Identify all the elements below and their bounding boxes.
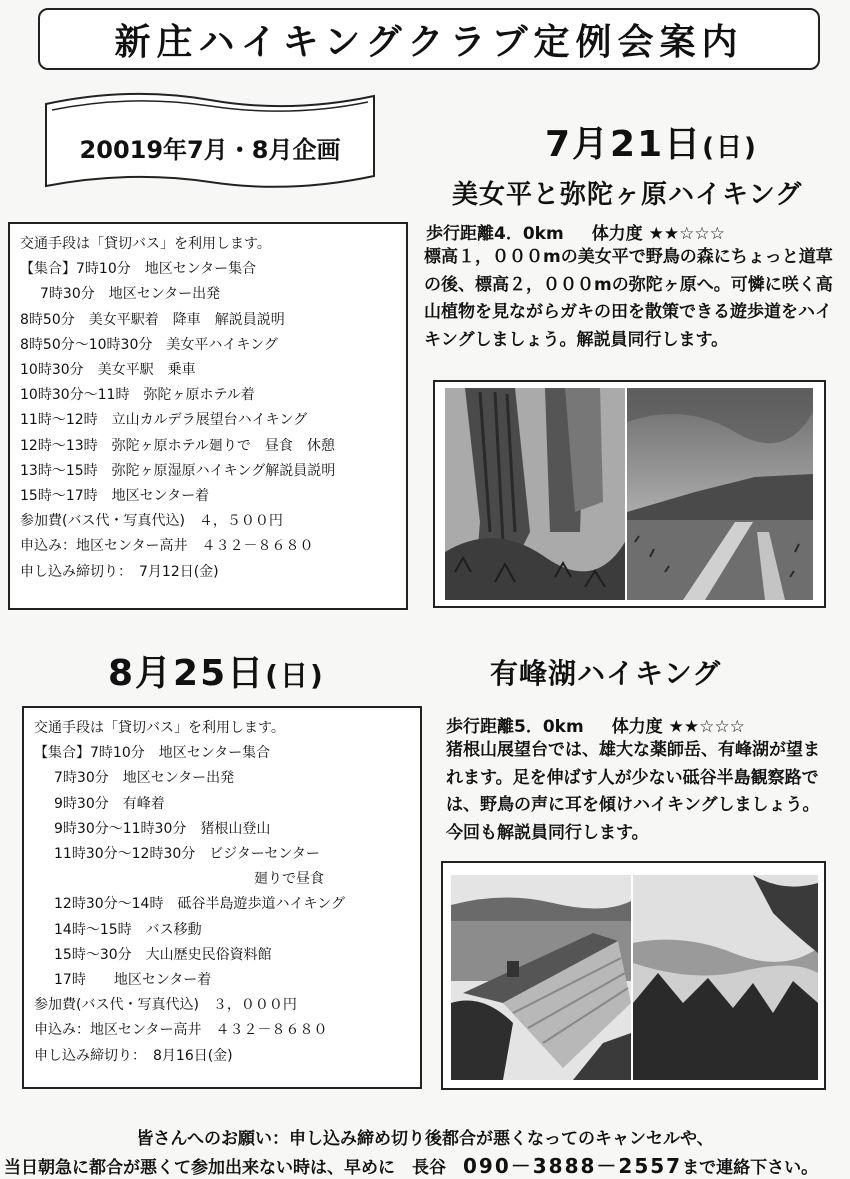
july-hike-title: 美女平と弥陀ヶ原ハイキング xyxy=(452,180,803,210)
lake-photo xyxy=(633,875,818,1080)
contact-line: 申込み：地区センター高井 ４３２－８６８０ xyxy=(20,538,314,555)
schedule-line: 9時30分～11時30分 猪根山登山 xyxy=(54,820,271,837)
schedule-line: 10時30分～11時 弥陀ヶ原ホテル着 xyxy=(20,387,255,404)
schedule-line: 7時30分 地区センター出発 xyxy=(40,286,221,303)
page-title: 新庄ハイキングクラブ定例会案内 xyxy=(38,8,820,70)
plan-banner: 20019年7月・8月企画 xyxy=(79,136,341,164)
july-stats xyxy=(426,219,725,244)
footer-contact xyxy=(4,1150,850,1179)
july-schedule-box xyxy=(8,222,408,610)
contact-phone: 090－3888－2557 xyxy=(463,1154,683,1178)
august-weekday: (日) xyxy=(265,659,325,692)
schedule-line: 15時～17時 地区センター着 xyxy=(20,488,210,505)
fee-line: 参加費(バス代・写真代込) ４，５００円 xyxy=(20,513,283,530)
august-fitness-stars: ★★☆☆☆ xyxy=(668,717,745,737)
schedule-line: 7時30分 地区センター出発 xyxy=(54,770,235,787)
footer-contact-end: まで連絡下さい。 xyxy=(682,1158,819,1178)
schedule-line: 17時 地区センター着 xyxy=(54,972,212,989)
schedule-line: 11時～12時 立山カルデラ展望台ハイキング xyxy=(20,412,308,429)
schedule-line: 交通手段は「貸切バス」を利用します。 xyxy=(20,236,271,252)
august-date-text: 8月25日 xyxy=(108,653,266,694)
july-photos xyxy=(435,382,824,606)
july-date-text: 7月21日 xyxy=(545,124,703,165)
deadline-line: 申し込み締切り： 8月16日(金) xyxy=(34,1047,233,1064)
july-photo-frame xyxy=(433,380,826,608)
schedule-line: 8時50分～10時30分 美女平ハイキング xyxy=(20,336,278,353)
schedule-line: 9時30分 有峰着 xyxy=(54,795,165,812)
august-distance: 歩行距離5．0km xyxy=(446,717,584,737)
schedule-line: 10時30分 美女平駅 乗車 xyxy=(20,362,196,379)
august-schedule-box xyxy=(22,706,422,1089)
august-fitness-label: 体力度 xyxy=(611,717,663,737)
august-photos xyxy=(443,863,824,1088)
july-date xyxy=(545,116,758,167)
schedule-line: 12時30分～14時 砥谷半島遊歩道ハイキング xyxy=(54,896,346,913)
forest-photo xyxy=(445,388,625,600)
schedule-line: 廻りで昼食 xyxy=(254,871,324,888)
schedule-line: 12時～13時 弥陀ヶ原ホテル廻りで 昼食 休憩 xyxy=(20,437,335,454)
footer-contact-text: 当日朝急に都合が悪くて参加出来ない時は、早めに 長谷 xyxy=(4,1158,463,1178)
july-distance: 歩行距離4．0km xyxy=(426,224,564,244)
schedule-line: 14時～15時 バス移動 xyxy=(54,921,202,938)
deadline-line: 申し込み締切り： 7月12日(金) xyxy=(20,563,219,580)
august-date xyxy=(108,645,325,696)
july-fitness-stars: ★★☆☆☆ xyxy=(648,224,725,244)
schedule-line: 13時～15時 弥陀ヶ原湿原ハイキング解説員説明 xyxy=(20,462,336,479)
schedule-line: 8時50分 美女平駅着 降車 解説員説明 xyxy=(20,311,285,328)
footer-request: 皆さんへのお願い：申し込み締め切り後都合が悪くなってのキャンセルや、 xyxy=(136,1129,714,1149)
dam-photo xyxy=(451,875,631,1080)
august-stats xyxy=(446,712,745,737)
schedule-line: 【集合】7時10分 地区センター集合 xyxy=(34,745,271,762)
july-weekday: (日) xyxy=(702,133,758,163)
july-fitness-label: 体力度 xyxy=(591,224,643,244)
schedule-line: 交通手段は「貸切バス」を利用します。 xyxy=(34,720,285,736)
august-photo-frame xyxy=(441,861,826,1090)
wetland-photo xyxy=(627,388,813,600)
schedule-line: 【集合】7時10分 地区センター集合 xyxy=(20,261,257,278)
august-description: 猪根山展望台では、雄大な薬師岳、有峰湖が望まれます。足を伸ばす人が少ない砥谷半島観察路では、野鳥の声に耳を傾けハイキングしましょう。今回も解説員同行します。 xyxy=(446,740,820,843)
august-hike-title: 有峰湖ハイキング xyxy=(490,657,722,690)
july-description: 標高１，０００mの美女平で野鳥の森にちょっと道草の後、標高２，０００mの弥陀ヶ原へ。可憐に咲く高山植物を見ながらガキの田を散策できる遊歩道をハイキングしましょう。解説員同行します。 xyxy=(424,247,833,350)
schedule-line: 15時～30分 大山歴史民俗資料館 xyxy=(54,946,272,963)
contact-line: 申込み：地区センター高井 ４３２－８６８０ xyxy=(34,1022,328,1039)
fee-line: 参加費(バス代・写真代込) ３，０００円 xyxy=(34,997,297,1014)
schedule-line: 11時30分～12時30分 ビジターセンター xyxy=(54,846,320,863)
